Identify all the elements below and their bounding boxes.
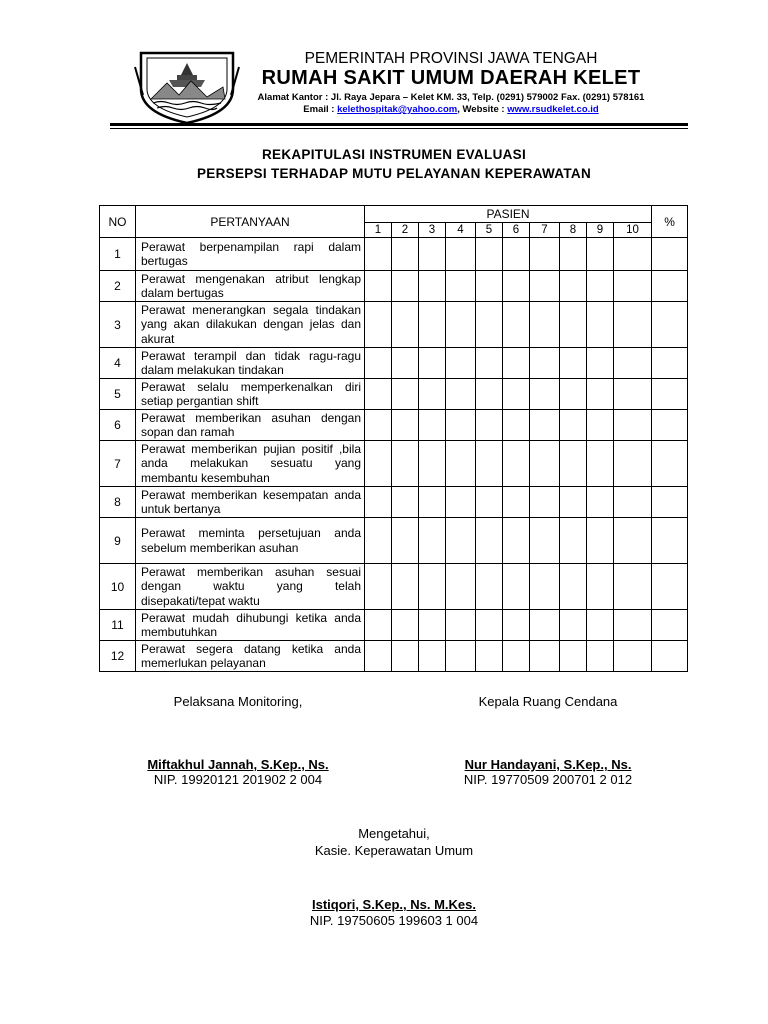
patient-score-cell[interactable] [365, 348, 392, 379]
row-number: 10 [100, 564, 136, 610]
question-cell [136, 410, 365, 441]
patient-score-cell[interactable] [614, 379, 652, 410]
patient-score-cell[interactable] [392, 487, 419, 518]
patient-score-cell[interactable] [419, 271, 446, 302]
question-text: Perawat memberikan asuhan dengan sopan dan ramah [141, 410, 361, 439]
patient-score-cell[interactable] [614, 441, 652, 487]
patient-score-cell[interactable] [530, 238, 560, 271]
question-text: Perawat segera datang ketika anda memerlukan pelayanan [141, 641, 361, 670]
patient-score-cell[interactable] [446, 379, 476, 410]
patient-number-header: 8 [560, 223, 587, 238]
patient-score-cell[interactable] [530, 302, 560, 348]
patient-score-cell[interactable] [446, 441, 476, 487]
patient-score-cell[interactable] [587, 348, 614, 379]
patient-score-cell[interactable] [560, 518, 587, 564]
percent-cell[interactable] [652, 348, 688, 379]
patient-score-cell[interactable] [365, 641, 392, 672]
patient-score-cell[interactable] [446, 348, 476, 379]
table-row [100, 238, 688, 271]
question-text: Perawat mengenakan atribut lengkap dalam bertugas [141, 271, 361, 300]
patient-score-cell[interactable] [392, 271, 419, 302]
patient-score-cell[interactable] [365, 379, 392, 410]
question-text: Perawat menerangkan segala tindakan yang akan dilakukan dengan jelas dan akurat [141, 302, 361, 346]
question-cell [136, 610, 365, 641]
document-title: REKAPITULASI INSTRUMEN EVALUASI [261, 147, 527, 162]
table-row [100, 564, 688, 610]
patient-score-cell[interactable] [476, 564, 503, 610]
left-signer-name: Miftakhul Jannah, S.Kep., Ns. [147, 757, 329, 772]
percent-cell[interactable] [652, 487, 688, 518]
patient-score-cell[interactable] [587, 410, 614, 441]
patient-score-cell[interactable] [365, 564, 392, 610]
patient-score-cell[interactable] [530, 348, 560, 379]
row-number: 2 [100, 271, 136, 302]
patient-score-cell[interactable] [446, 271, 476, 302]
patient-score-cell[interactable] [614, 518, 652, 564]
percent-cell[interactable] [652, 271, 688, 302]
patient-score-cell[interactable] [419, 641, 446, 672]
patient-score-cell[interactable] [503, 302, 530, 348]
patient-number-header: 10 [614, 223, 652, 238]
patient-score-cell[interactable] [503, 641, 530, 672]
patient-score-cell[interactable] [503, 487, 530, 518]
patient-score-cell[interactable] [587, 518, 614, 564]
percent-cell[interactable] [652, 641, 688, 672]
patient-number-header: 6 [503, 223, 530, 238]
row-number: 3 [100, 302, 136, 348]
left-signer-role: Pelaksana Monitoring, [173, 694, 303, 709]
patient-score-cell[interactable] [587, 487, 614, 518]
table-row [100, 441, 688, 487]
patient-score-cell[interactable] [392, 641, 419, 672]
patient-number-header: 5 [476, 223, 503, 238]
table-row [100, 518, 688, 564]
question-text: Perawat selalu memperkenalkan diri setiap pergantian shift [141, 379, 361, 408]
right-signer-name: Nur Handayani, S.Kep., Ns. [464, 757, 632, 772]
left-signer-nip: NIP. 19920121 201902 2 004 [153, 772, 323, 787]
patient-score-cell[interactable] [446, 518, 476, 564]
right-signer-nip: NIP. 19770509 200701 2 012 [463, 772, 633, 787]
patient-score-cell[interactable] [503, 238, 530, 271]
patient-score-cell[interactable] [446, 564, 476, 610]
patient-score-cell[interactable] [419, 518, 446, 564]
percent-cell[interactable] [652, 302, 688, 348]
patient-score-cell[interactable] [392, 610, 419, 641]
patient-score-cell[interactable] [365, 441, 392, 487]
patient-score-cell[interactable] [530, 441, 560, 487]
patient-score-cell[interactable] [419, 379, 446, 410]
patient-score-cell[interactable] [530, 610, 560, 641]
website-label: , Website : [457, 104, 508, 115]
table-row [100, 348, 688, 379]
patient-score-cell[interactable] [365, 302, 392, 348]
patient-score-cell[interactable] [503, 441, 530, 487]
patient-score-cell[interactable] [560, 271, 587, 302]
patient-score-cell[interactable] [392, 518, 419, 564]
table-row [100, 610, 688, 641]
patient-score-cell[interactable] [392, 410, 419, 441]
question-cell [136, 302, 365, 348]
question-cell [136, 564, 365, 610]
table-row [100, 271, 688, 302]
province-emblem-icon [133, 47, 241, 125]
patient-number-header: 7 [530, 223, 560, 238]
patient-score-cell[interactable] [587, 302, 614, 348]
patient-score-cell[interactable] [560, 641, 587, 672]
patient-score-cell[interactable] [587, 271, 614, 302]
patient-score-cell[interactable] [476, 348, 503, 379]
patient-score-cell[interactable] [365, 610, 392, 641]
table-row [100, 641, 688, 672]
question-cell [136, 441, 365, 487]
percent-cell[interactable] [652, 410, 688, 441]
question-text: Perawat memberikan kesempatan anda untuk bertanya [141, 487, 361, 516]
patient-score-cell[interactable] [560, 441, 587, 487]
question-cell [136, 379, 365, 410]
patient-score-cell[interactable] [365, 487, 392, 518]
letterhead-divider-thick [110, 123, 688, 126]
question-cell [136, 487, 365, 518]
patient-score-cell[interactable] [446, 610, 476, 641]
patient-score-cell[interactable] [614, 410, 652, 441]
patient-score-cell[interactable] [530, 410, 560, 441]
table-row [100, 487, 688, 518]
patient-score-cell[interactable] [530, 487, 560, 518]
patient-score-cell[interactable] [392, 441, 419, 487]
patient-score-cell[interactable] [503, 271, 530, 302]
letterhead-hospital-name: RUMAH SAKIT UMUM DAERAH KELET [261, 67, 641, 89]
row-number: 12 [100, 641, 136, 672]
patient-score-cell[interactable] [446, 302, 476, 348]
patient-score-cell[interactable] [587, 379, 614, 410]
patient-score-cell[interactable] [560, 238, 587, 271]
patient-score-cell[interactable] [392, 238, 419, 271]
patient-score-cell[interactable] [365, 410, 392, 441]
table-row [100, 379, 688, 410]
patient-score-cell[interactable] [587, 441, 614, 487]
patient-score-cell[interactable] [560, 379, 587, 410]
header-no: NO [100, 206, 136, 238]
table-header-row [100, 206, 688, 223]
letterhead-address: Alamat Kantor : Jl. Raya Jepara – Kelet KM. 33, Telp. (0291) 579002 Fax. (0291) 578161 [257, 92, 645, 103]
patient-score-cell[interactable] [614, 302, 652, 348]
patient-score-cell[interactable] [560, 487, 587, 518]
patient-score-cell[interactable] [503, 610, 530, 641]
header-question: PERTANYAAN [136, 206, 365, 238]
center-signer-name: Istiqori, S.Kep., Ns. M.Kes. [312, 897, 476, 912]
patient-score-cell[interactable] [587, 610, 614, 641]
row-number: 5 [100, 379, 136, 410]
patient-score-cell[interactable] [419, 564, 446, 610]
center-signer-nip: NIP. 19750605 199603 1 004 [309, 913, 479, 928]
patient-score-cell[interactable] [503, 564, 530, 610]
question-text: Perawat memberikan asuhan sesuai dengan waktu yang telah disepakati/tepat waktu [141, 564, 361, 608]
patient-score-cell[interactable] [530, 271, 560, 302]
patient-score-cell[interactable] [419, 441, 446, 487]
patient-score-cell[interactable] [614, 238, 652, 271]
row-number: 9 [100, 518, 136, 564]
question-text: Perawat mudah dihubungi ketika anda membutuhkan [141, 610, 361, 639]
email-label: Email : [303, 104, 338, 115]
patient-score-cell[interactable] [419, 348, 446, 379]
patient-score-cell[interactable] [530, 518, 560, 564]
patient-score-cell[interactable] [587, 238, 614, 271]
patient-score-cell[interactable] [419, 302, 446, 348]
patient-score-cell[interactable] [446, 641, 476, 672]
patient-score-cell[interactable] [560, 610, 587, 641]
letterhead-divider-thin [110, 128, 688, 129]
table-row [100, 302, 688, 348]
patient-number-header: 3 [419, 223, 446, 238]
patient-score-cell[interactable] [476, 641, 503, 672]
patient-score-cell[interactable] [392, 379, 419, 410]
patient-score-cell[interactable] [476, 518, 503, 564]
question-cell [136, 238, 365, 271]
letterhead-contact [236, 104, 666, 115]
patient-score-cell[interactable] [614, 564, 652, 610]
right-signer-role: Kepala Ruang Cendana [478, 694, 618, 709]
row-number: 7 [100, 441, 136, 487]
email-link[interactable]: kelethospitak@yahoo.com [337, 104, 458, 115]
patient-number-header: 9 [587, 223, 614, 238]
patient-score-cell[interactable] [392, 564, 419, 610]
percent-cell[interactable] [652, 518, 688, 564]
row-number: 6 [100, 410, 136, 441]
question-cell [136, 271, 365, 302]
patient-score-cell[interactable] [503, 410, 530, 441]
evaluation-table [99, 205, 688, 672]
patient-score-cell[interactable] [446, 487, 476, 518]
question-cell [136, 641, 365, 672]
patient-score-cell[interactable] [530, 379, 560, 410]
patient-score-cell[interactable] [419, 610, 446, 641]
table-body [100, 238, 688, 672]
patient-score-cell[interactable] [614, 610, 652, 641]
patient-score-cell[interactable] [476, 610, 503, 641]
patient-score-cell[interactable] [503, 348, 530, 379]
row-number: 1 [100, 238, 136, 271]
percent-cell[interactable] [652, 441, 688, 487]
table-row [100, 410, 688, 441]
patient-number-header: 1 [365, 223, 392, 238]
center-signer-role-1: Mengetahui, [358, 826, 430, 841]
document-subtitle: PERSEPSI TERHADAP MUTU PELAYANAN KEPERAWATAN [196, 166, 591, 181]
patient-score-cell[interactable] [530, 641, 560, 672]
patient-score-cell[interactable] [476, 238, 503, 271]
row-number: 8 [100, 487, 136, 518]
patient-score-cell[interactable] [476, 302, 503, 348]
patient-score-cell[interactable] [476, 271, 503, 302]
question-cell [136, 518, 365, 564]
patient-score-cell[interactable] [419, 487, 446, 518]
percent-cell[interactable] [652, 379, 688, 410]
letterhead-government: PEMERINTAH PROVINSI JAWA TENGAH [304, 50, 598, 67]
row-number: 4 [100, 348, 136, 379]
patient-score-cell[interactable] [365, 518, 392, 564]
patient-score-cell[interactable] [503, 379, 530, 410]
percent-cell[interactable] [652, 610, 688, 641]
question-text: Perawat berpenampilan rapi dalam bertugas [141, 239, 361, 268]
patient-score-cell[interactable] [476, 410, 503, 441]
question-text: Perawat meminta persetujuan anda sebelum memberikan asuhan [141, 526, 361, 555]
row-number: 11 [100, 610, 136, 641]
patient-score-cell[interactable] [446, 238, 476, 271]
center-signer-role-2: Kasie. Keperawatan Umum [314, 843, 474, 858]
patient-score-cell[interactable] [392, 302, 419, 348]
patient-score-cell[interactable] [587, 641, 614, 672]
patient-number-header: 2 [392, 223, 419, 238]
patient-score-cell[interactable] [476, 379, 503, 410]
patient-score-cell[interactable] [530, 564, 560, 610]
patient-score-cell[interactable] [560, 410, 587, 441]
patient-score-cell[interactable] [476, 441, 503, 487]
patient-score-cell[interactable] [560, 302, 587, 348]
question-text: Perawat terampil dan tidak ragu-ragu dalam melakukan tindakan [141, 348, 361, 377]
patient-score-cell[interactable] [614, 348, 652, 379]
patient-score-cell[interactable] [614, 271, 652, 302]
patient-number-header: 4 [446, 223, 476, 238]
question-cell [136, 348, 365, 379]
patient-score-cell[interactable] [614, 641, 652, 672]
patient-score-cell[interactable] [419, 238, 446, 271]
patient-score-cell[interactable] [392, 348, 419, 379]
header-percent: % [652, 206, 688, 238]
patient-score-cell[interactable] [560, 348, 587, 379]
percent-cell[interactable] [652, 564, 688, 610]
percent-cell[interactable] [652, 238, 688, 271]
patient-score-cell[interactable] [560, 564, 587, 610]
patient-score-cell[interactable] [365, 271, 392, 302]
website-link[interactable]: www.rsudkelet.co.id [507, 104, 599, 115]
patient-score-cell[interactable] [503, 518, 530, 564]
header-patient: PASIEN [365, 206, 652, 223]
patient-score-cell[interactable] [587, 564, 614, 610]
question-text: Perawat memberikan pujian positif ,bila anda melakukan sesuatu yang membantu kesembuhan [141, 441, 361, 485]
patient-score-cell[interactable] [365, 238, 392, 271]
patient-score-cell[interactable] [476, 487, 503, 518]
patient-score-cell[interactable] [446, 410, 476, 441]
patient-score-cell[interactable] [614, 487, 652, 518]
patient-score-cell[interactable] [419, 410, 446, 441]
